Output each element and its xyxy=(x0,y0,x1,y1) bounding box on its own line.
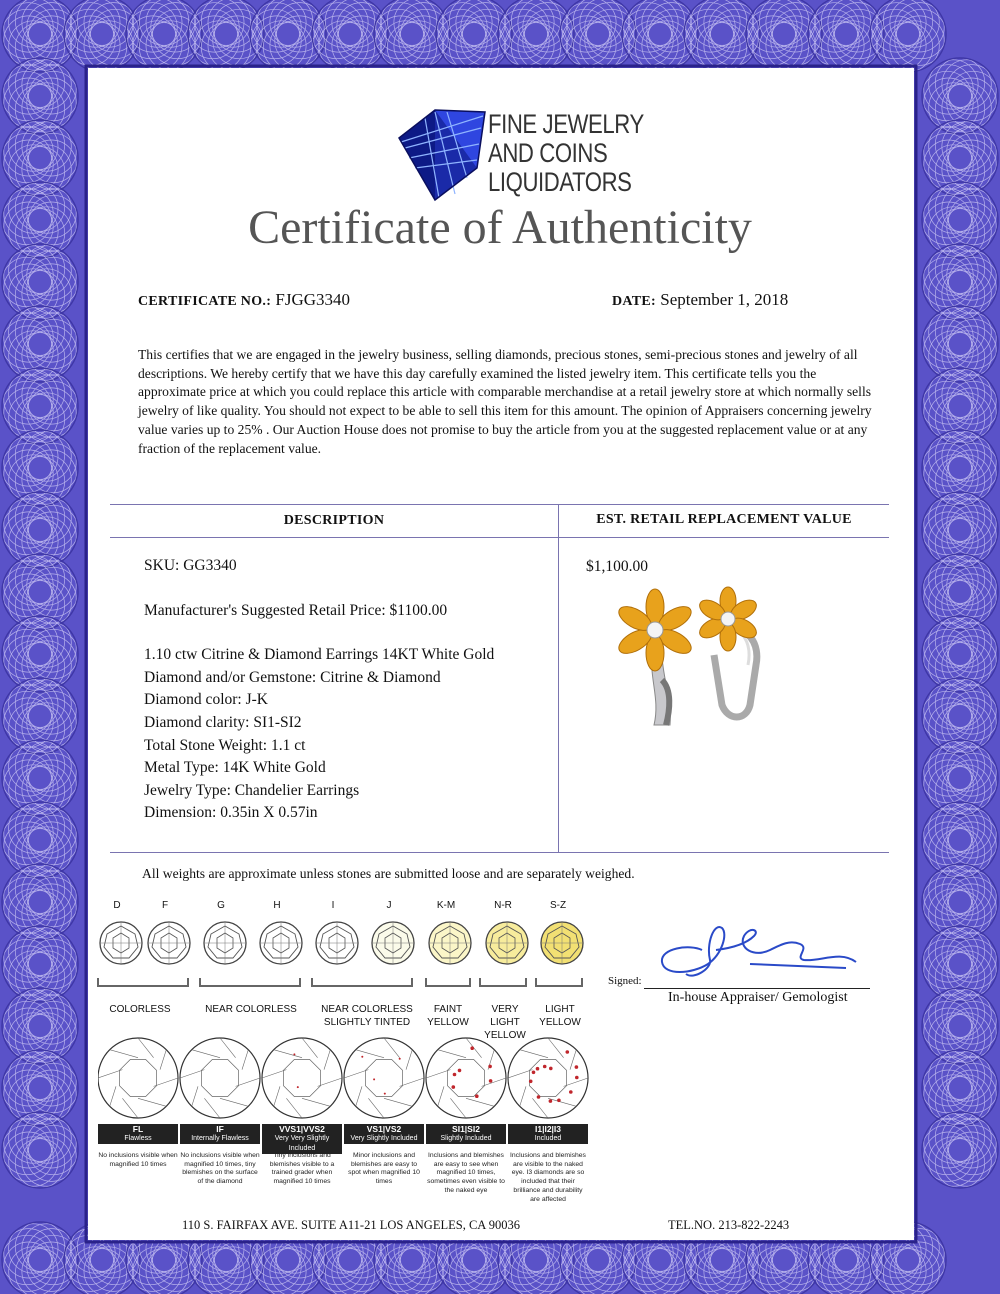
clarity-diamond xyxy=(262,1038,342,1118)
earrings-image xyxy=(600,585,770,745)
certificate-number-value: FJGG3340 xyxy=(275,290,351,309)
color-category-line: LIGHT xyxy=(545,1004,575,1015)
clarity-diamond xyxy=(508,1038,588,1118)
color-grade-label: J xyxy=(386,900,392,911)
clarity-description: No inclusions visible when magnified 10 times, tiny blemishes on the surface of the diamond xyxy=(180,1152,260,1186)
color-grade-label: S-Z xyxy=(549,900,567,911)
clarity-code: FL xyxy=(132,1124,144,1134)
certificate-number xyxy=(138,290,350,310)
clarity-grade-header xyxy=(98,1124,178,1144)
certificate-number-label: CERTIFICATE NO.: xyxy=(138,294,272,309)
clarity-description: Minor inclusions and blemishes are easy to spot when magnified 10 times xyxy=(348,1152,420,1186)
date-label: DATE: xyxy=(612,294,657,309)
weights-note: All weights are approximate unless stones are submitted loose and are separately weighed. xyxy=(142,866,635,881)
color-grade-diamond xyxy=(314,920,360,966)
table-column-divider xyxy=(558,504,559,852)
color-grade-diamond xyxy=(427,920,473,966)
table-header-rule xyxy=(110,537,889,538)
color-category-line: NEAR COLORLESS xyxy=(205,1004,297,1015)
item-description xyxy=(144,555,494,825)
replacement-value: $1,100.00 xyxy=(586,558,648,575)
appraiser-title: In-house Appraiser/ Gemologist xyxy=(668,990,848,1005)
clarity-grade-header xyxy=(344,1124,424,1144)
clarity-code: IF xyxy=(216,1124,224,1134)
date-value: September 1, 2018 xyxy=(660,290,789,309)
color-grade-diamond xyxy=(484,920,530,966)
logo-line: AND COINS xyxy=(488,138,608,168)
color-grade-diamond xyxy=(146,920,192,966)
signature-line xyxy=(644,988,870,989)
value-column-header: EST. RETAIL REPLACEMENT VALUE xyxy=(596,512,852,527)
footer-address: 110 S. FAIRFAX AVE. SUITE A11-21 LOS ANGELES, CA 90036 xyxy=(182,1218,520,1232)
color-scale-brackets xyxy=(96,974,590,994)
color-grade-diamond xyxy=(258,920,304,966)
clarity-grade-header xyxy=(262,1124,342,1154)
item-detail-line: 1.10 ctw Citrine & Diamond Earrings 14KT White Gold xyxy=(144,646,495,664)
clarity-description: Inclusions and blemishes are visible to the naked eye. I3 diamonds are so included that their brilliance and durability are affected xyxy=(510,1152,586,1203)
clarity-diamond xyxy=(98,1038,178,1118)
company-logo-text xyxy=(488,110,644,197)
appraiser-signature xyxy=(650,914,860,986)
clarity-diamond xyxy=(180,1038,260,1118)
color-category-label xyxy=(92,1003,188,1016)
color-grade-label: G xyxy=(217,900,225,911)
color-category-label xyxy=(536,1003,584,1029)
clarity-diamond xyxy=(344,1038,424,1118)
color-grade-label: F xyxy=(161,900,169,911)
description-column-header: DESCRIPTION xyxy=(283,513,385,528)
color-grade-diamond xyxy=(98,920,144,966)
clarity-code: SI1|SI2 xyxy=(452,1124,480,1134)
color-category-line: YELLOW xyxy=(484,1030,526,1041)
clarity-title: Included xyxy=(534,1135,562,1142)
clarity-grade-header xyxy=(426,1124,506,1144)
color-grade-label: K-M xyxy=(436,900,456,911)
color-category-line: SLIGHTLY TINTED xyxy=(323,1017,411,1028)
clarity-title: Slightly Included xyxy=(440,1135,492,1142)
table-top-rule xyxy=(110,504,889,505)
color-grade-diamond xyxy=(202,920,248,966)
color-grade-label: H xyxy=(273,900,281,911)
color-grade-diamond xyxy=(539,920,585,966)
page-title: Certificate of Authenticity xyxy=(248,201,752,254)
clarity-description: Tiny inclusions and blemishes visible to a trained grader when magnified 10 times xyxy=(269,1152,335,1186)
clarity-code: VS1|VS2 xyxy=(366,1124,402,1134)
color-category-line: FAINT xyxy=(433,1004,463,1015)
footer-phone: TEL.NO. 213-822-2243 xyxy=(668,1218,790,1232)
color-category-line: COLORLESS xyxy=(109,1004,171,1015)
item-detail-line: Jewelry Type: Chandelier Earrings xyxy=(144,781,360,799)
color-category-label xyxy=(200,1003,302,1016)
table-bottom-rule xyxy=(110,852,889,853)
item-msrp: Manufacturer's Suggested Retail Price: $1100.00 xyxy=(144,601,448,619)
clarity-grade-header xyxy=(180,1124,260,1144)
color-category-line: NEAR COLORLESS xyxy=(321,1004,413,1015)
clarity-title: Very Slightly Included xyxy=(350,1135,418,1142)
color-grade-label: I xyxy=(331,900,335,911)
item-detail-line: Diamond color: J-K xyxy=(144,691,268,709)
color-grade-label: N-R xyxy=(494,900,512,911)
item-detail-line: Diamond clarity: SI1-SI2 xyxy=(144,713,302,731)
item-sku: SKU: GG3340 xyxy=(144,557,237,574)
item-detail-line: Diamond and/or Gemstone: Citrine & Diamond xyxy=(144,668,441,686)
clarity-diamond xyxy=(426,1038,506,1118)
clarity-description: No inclusions visible when magnified 10 times xyxy=(98,1152,178,1168)
signed-label: Signed: xyxy=(608,975,642,987)
color-grade-diamond xyxy=(370,920,416,966)
clarity-code: I1|I2|I3 xyxy=(534,1124,562,1134)
item-detail-line: Metal Type: 14K White Gold xyxy=(144,759,326,777)
color-category-line: YELLOW xyxy=(427,1017,469,1028)
item-detail-line: Dimension: 0.35in X 0.57in xyxy=(144,804,318,822)
clarity-description: Inclusions and blemishes are easy to see when magnified 10 times, sometimes even visible to the naked eye xyxy=(427,1152,505,1194)
clarity-code: VVS1|VVS2 xyxy=(279,1124,325,1134)
color-category-label xyxy=(312,1003,422,1029)
logo-line: LIQUIDATORS xyxy=(488,167,632,197)
clarity-grade-header xyxy=(508,1124,588,1144)
color-grade-label: D xyxy=(113,900,121,911)
color-category-line: YELLOW xyxy=(539,1017,581,1028)
logo-line: FINE JEWELRY xyxy=(488,109,644,139)
color-category-line: VERY LIGHT xyxy=(490,1004,520,1028)
clarity-title: Very Very Slightly Included xyxy=(274,1135,330,1152)
color-category-label xyxy=(425,1003,471,1029)
clarity-title: Internally Flawless xyxy=(191,1135,249,1142)
clarity-title: Flawless xyxy=(124,1135,152,1142)
item-detail-line: Total Stone Weight: 1.1 ct xyxy=(144,736,306,754)
flower-earring-left xyxy=(615,589,695,725)
flower-earring-right xyxy=(696,587,759,717)
certificate-date xyxy=(612,290,788,310)
intro-paragraph: This certifies that we are engaged in the jewelry business, selling diamonds, precious stones, semi-precious stones and jewelry of all descriptions. We hereby certify that we have this day carefully examined the listed jewelry item. This certificate tells you the approximate price at which you could replace this article with comparable merchandise at a retail jewelry store at which normally sells jewelry of like quality. You should not expect to be able to sell this item for this amount. The opinion of Appraisers concerning jewelry value varies up to 25% . Our Auction House does not promise to buy the article from you at the suggested replacement value or at any fraction of the replacement value. xyxy=(138,347,872,456)
clarity-diamonds xyxy=(98,1032,592,1124)
